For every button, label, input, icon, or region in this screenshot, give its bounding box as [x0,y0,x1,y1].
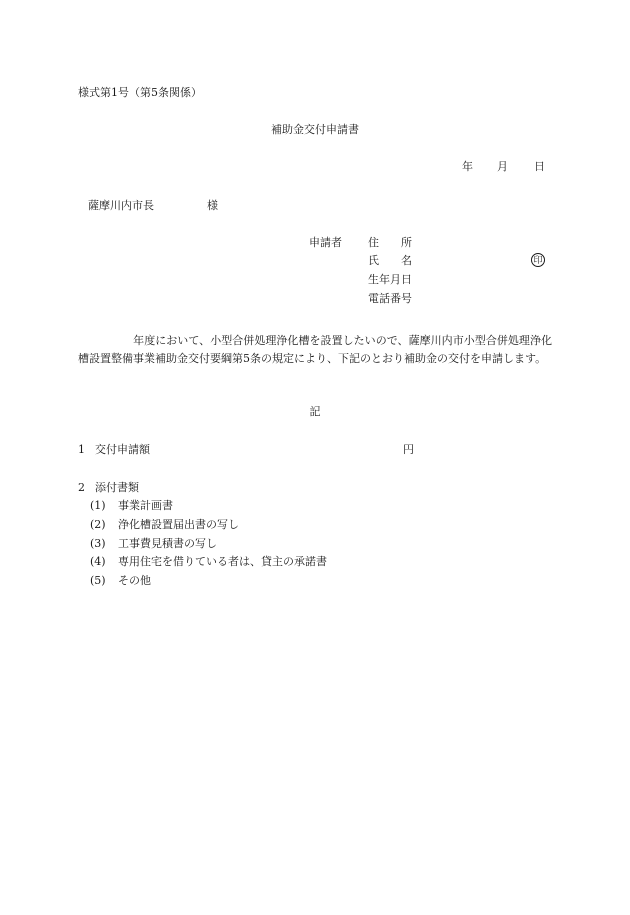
attachment-number: (3) [90,537,106,550]
item-1-unit: 円 [403,443,414,456]
attachment-text: 事業計画書 [118,499,173,512]
attachment-number: (4) [90,555,106,568]
birth-label: 生年月日 [368,273,412,286]
phone-label: 電話番号 [368,292,412,305]
item-1-number: 1 [78,443,85,456]
item-2-label: 添付書類 [95,481,139,494]
seal-mark: 印 [531,253,545,267]
addressee-name: 薩摩川内市長 [88,199,154,212]
attachment-text: 専用住宅を借りている者は、貸主の承諾書 [118,555,327,568]
attachment-number: (2) [90,518,106,531]
attachment-number: (1) [90,499,106,512]
document-title: 補助金交付申請書 [271,123,359,136]
applicant-label: 申請者 [309,236,342,249]
name-label: 氏 名 [368,254,412,267]
application-body-text: 年度において、小型合併処理浄化槽を設置したいので、薩摩川内市小型合併処理浄化槽設置整備事業補助金交付要綱第5条の規定により、下記のとおり補助金の交付を申請します。 [78,334,552,365]
date-year: 年 [462,160,473,173]
item-2-number: 2 [78,481,85,494]
attachment-number: (5) [90,574,106,587]
attachment-text: 工事費見積書の写し [118,537,217,550]
address-label: 住 所 [368,236,412,249]
item-1-label: 交付申請額 [95,443,150,456]
addressee-honorific: 様 [207,199,218,212]
attachment-text: 浄化槽設置届出書の写し [118,518,239,531]
date-month: 月 [497,160,508,173]
date-day: 日 [534,160,545,173]
ki-heading: 記 [309,405,321,418]
attachment-text: その他 [118,574,151,587]
form-number: 様式第1号（第5条関係） [78,86,202,99]
